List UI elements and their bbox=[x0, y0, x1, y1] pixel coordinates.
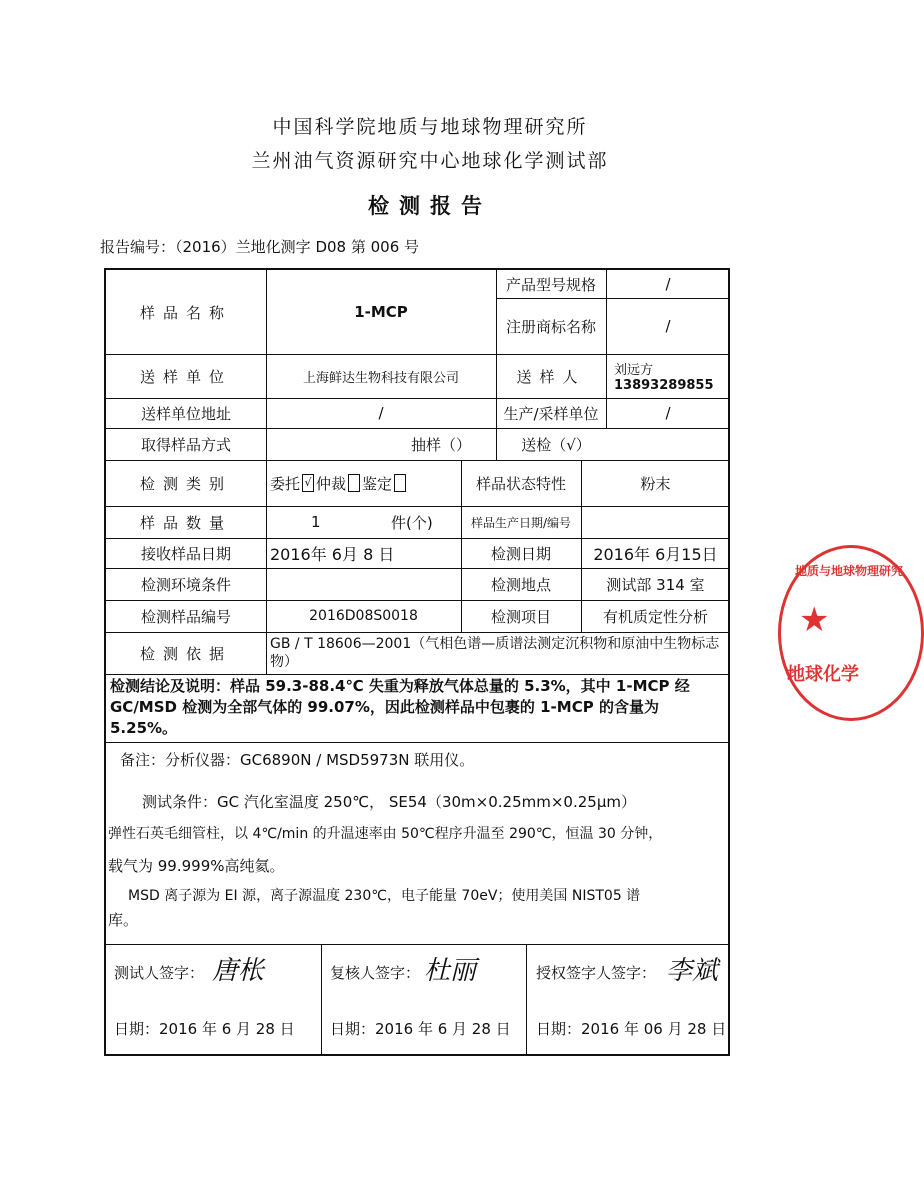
item-value: 有机质定性分析 bbox=[602, 607, 708, 626]
approver-signature: 李斌 bbox=[666, 956, 719, 986]
prod-date-value bbox=[581, 506, 730, 538]
checkbox-entrust[interactable]: √ bbox=[302, 474, 314, 492]
test-date-value: 2016年 6月15日 bbox=[593, 544, 718, 564]
remark-conditions-2: 弹性石英毛细管柱，以 4℃/min 的升温速率由 50℃程序升温至 290℃，恒温 30 分钟， bbox=[108, 826, 663, 842]
remark-conditions-1: 测试条件：GC 汽化室温度 250℃， SE54（30m×0.25mm×0.25μm） bbox=[142, 793, 636, 811]
approver-date: 日期：2016 年 06 月 28 日 bbox=[536, 1020, 727, 1038]
model-label: 产品型号规格 bbox=[505, 275, 596, 294]
qty-value: 1 bbox=[311, 513, 321, 531]
trademark-label: 注册商标名称 bbox=[505, 317, 596, 336]
type-label: 检测类别 bbox=[139, 474, 232, 493]
env-value bbox=[266, 568, 461, 600]
item-label: 检测项目 bbox=[490, 607, 551, 626]
sender-phone: 13893289855 bbox=[614, 378, 714, 393]
reviewer-signature: 杜丽 bbox=[424, 956, 477, 986]
remark-conditions-3: 载气为 99.999%高纯氦。 bbox=[108, 857, 285, 875]
test-date-label: 检测日期 bbox=[490, 544, 551, 563]
location-value: 测试部 314 室 bbox=[606, 575, 705, 594]
method-delivery: 送检（√） bbox=[521, 435, 591, 454]
sender-unit-label: 送样单位 bbox=[139, 367, 232, 386]
producer-label: 生产/采样单位 bbox=[503, 404, 599, 423]
sample-no-value: 2016D08S0018 bbox=[309, 608, 418, 624]
sender-info bbox=[614, 356, 730, 396]
remark-instrument: 备注：分析仪器：GC6890N / MSD5973N 联用仪。 bbox=[120, 751, 475, 769]
institute-name: 中国科学院地质与地球物理研究所 bbox=[272, 116, 588, 138]
tester-date: 日期：2016 年 6 月 28 日 bbox=[114, 1020, 295, 1038]
qty-label: 样品数量 bbox=[139, 513, 232, 532]
type-options bbox=[270, 460, 460, 506]
sample-name-label: 样品名称 bbox=[139, 303, 232, 322]
type-appraisal: 鉴定 bbox=[362, 474, 393, 493]
reviewer-label: 复核人签字： bbox=[330, 964, 421, 982]
department-name: 兰州油气资源研究中心地球化学测试部 bbox=[251, 150, 609, 172]
state-label: 样品状态特性 bbox=[475, 474, 566, 493]
sender-addr-value: / bbox=[378, 404, 384, 422]
seal-bottom-text: 地球化学 bbox=[787, 664, 859, 685]
approver-label: 授权签字人签字： bbox=[536, 964, 657, 982]
report-table bbox=[104, 268, 730, 1056]
env-label: 检测环境条件 bbox=[140, 575, 231, 594]
reviewer-date: 日期：2016 年 6 月 28 日 bbox=[330, 1020, 511, 1038]
checkbox-arbitration[interactable] bbox=[348, 474, 360, 492]
sender-unit-value: 上海鲜达生物科技有限公司 bbox=[302, 370, 459, 386]
recv-date-label: 接收样品日期 bbox=[140, 544, 231, 563]
type-arbitration: 仲裁 bbox=[316, 474, 347, 493]
sender-name: 刘远方 bbox=[614, 363, 654, 378]
basis-label: 检测依据 bbox=[139, 644, 232, 663]
method-sampling: 抽样（） bbox=[410, 435, 471, 454]
official-seal bbox=[778, 545, 924, 721]
type-entrust: 委托 bbox=[270, 474, 301, 493]
sample-name-value: 1-MCP bbox=[354, 303, 408, 321]
report-title: 检测报告 bbox=[368, 194, 492, 218]
sender-label: 送样人 bbox=[516, 367, 586, 386]
seal-star-icon: ★ bbox=[799, 600, 830, 640]
tester-label: 测试人签字： bbox=[114, 964, 205, 982]
model-value: / bbox=[665, 275, 671, 293]
trademark-value: / bbox=[665, 317, 671, 335]
report-number: 报告编号：（2016）兰地化测字 D08 第 006 号 bbox=[100, 238, 420, 256]
state-value: 粉末 bbox=[640, 474, 671, 493]
sender-addr-label: 送样单位地址 bbox=[140, 404, 231, 423]
checkbox-appraisal[interactable] bbox=[394, 474, 406, 492]
remark-msd-1: MSD 离子源为 EI 源，离子源温度 230℃，电子能量 70eV；使用美国 NIST05 谱 bbox=[128, 888, 641, 904]
conclusion: 检测结论及说明：样品 59.3-88.4℃ 失重为释放气体总量的 5.3%，其中 1-MCP 经 GC/MSD 检测为全部气体的 99.07%，因此检测样品中包裹的 1-MCP 的含量为 5.25%。 bbox=[110, 677, 690, 737]
seal-top-text: 地质与地球物理研究 bbox=[795, 564, 904, 578]
qty-unit: 件(个) bbox=[391, 513, 433, 532]
tester-signature: 唐枨 bbox=[212, 956, 265, 986]
producer-value: / bbox=[665, 404, 671, 422]
basis-value: GB / T 18606—2001（气相色谱—质谱法测定沉积物和原油中生物标志物） bbox=[270, 636, 720, 670]
prod-date-label: 样品生产日期/编号 bbox=[470, 515, 572, 530]
location-label: 检测地点 bbox=[490, 575, 551, 594]
remark-msd-2: 库。 bbox=[108, 911, 139, 929]
method-label: 取得样品方式 bbox=[140, 435, 231, 454]
recv-date-value: 2016年 6月 8 日 bbox=[270, 544, 395, 564]
sample-no-label: 检测样品编号 bbox=[140, 607, 231, 626]
